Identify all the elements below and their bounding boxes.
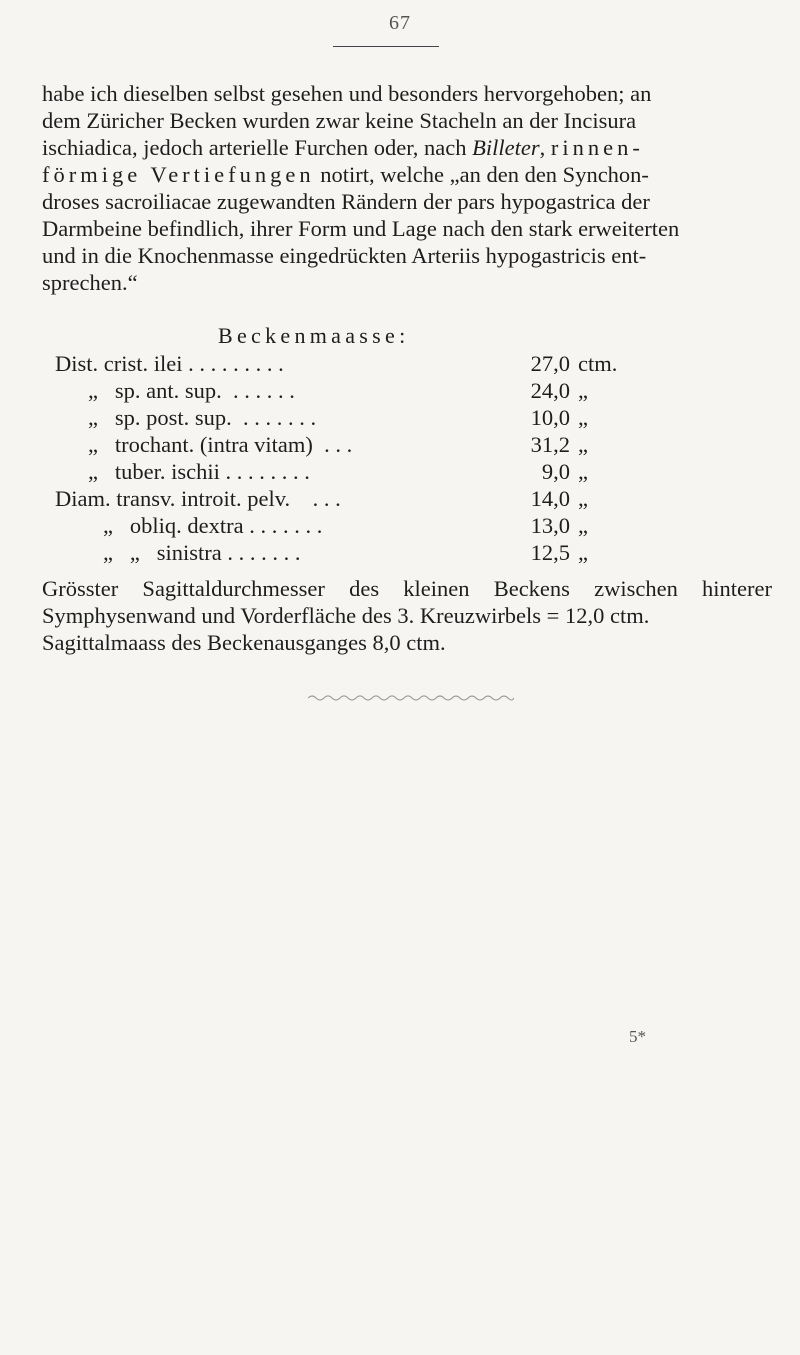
measurement-value: 13,0 (530, 513, 570, 538)
paragraph-line-8 (42, 269, 760, 296)
summary-line-2: Symphysenwand und Vorderfläche des 3. Kreuzwirbels = 12,0 ctm. (42, 603, 650, 628)
measurement-row (0, 540, 800, 567)
paragraph-line-3 (42, 134, 760, 161)
paragraph-text: dem Züricher Becken wurden zwar keine Stacheln an der Incisura (42, 108, 637, 133)
measurement-value: 9,0 (541, 459, 570, 484)
measurement-unit: „ (578, 405, 588, 430)
measurement-row (0, 351, 800, 378)
decorative-ornament-line (308, 692, 514, 702)
paragraph-text: ischiadica, jedoch arterielle Furchen oder, nach (42, 135, 473, 160)
paragraph-text: und in die Knochenmasse eingedrückten Arteriis hypogastricis ent- (42, 243, 647, 268)
paragraph-text: Darmbeine befindlich, ihrer Form und Lage nach den stark erweiterten (42, 216, 680, 241)
paragraph-text: sprechen.“ (42, 270, 138, 295)
measurement-value: 27,0 (530, 351, 570, 376)
measurement-unit: „ (578, 378, 588, 403)
body-paragraph (42, 80, 760, 296)
measurement-label: „ tuber. ischii . . . . . . . . (88, 459, 310, 484)
summary-line-3: Sagittalmaass des Beckenausganges 8,0 ctm. (42, 630, 446, 655)
measurement-unit: „ (578, 459, 588, 484)
measurement-row (0, 378, 800, 405)
paragraph-line-2 (42, 107, 760, 134)
paragraph-line-5 (42, 188, 760, 215)
measurement-unit: „ (578, 432, 588, 457)
paragraph-line-6 (42, 215, 760, 242)
measurement-label: „ sp. post. sup. . . . . . . . (88, 405, 317, 430)
measurement-unit: „ (578, 486, 588, 511)
measurement-value: 24,0 (530, 378, 570, 403)
measurement-row (0, 405, 800, 432)
paragraph-text: droses sacroiliacae zugewandten Rändern der pars hypogastrica der (42, 189, 650, 214)
measurement-row (0, 459, 800, 486)
summary-paragraph (42, 575, 772, 656)
measurement-label: „ „ sinistra . . . . . . . (103, 540, 301, 565)
measurement-unit: „ (578, 540, 588, 565)
paragraph-line-7 (42, 242, 760, 269)
measurement-label: „ sp. ant. sup. . . . . . . (88, 378, 295, 403)
measurement-label: Diam. transv. introit. pelv. . . . (55, 486, 341, 511)
paragraph-text: habe ich dieselben selbst gesehen und besonders hervorgehoben; an (42, 81, 652, 106)
measurement-value: 12,5 (530, 540, 570, 565)
signature-mark: 5* (629, 1027, 646, 1046)
paragraph-text: , (539, 135, 551, 160)
paragraph-text: notirt, welche „an den den Synchon- (314, 162, 649, 187)
measurement-row (0, 432, 800, 459)
measurement-value: 14,0 (530, 486, 570, 511)
measurement-label: Dist. crist. ilei . . . . . . . . . (55, 351, 284, 376)
header-rule (333, 46, 439, 47)
page-number: 67 (389, 12, 411, 34)
measurement-unit: „ (578, 513, 588, 538)
measurement-row (0, 486, 800, 513)
measurement-label: „ obliq. dextra . . . . . . . (103, 513, 323, 538)
emphasized-term: rinnen- (550, 135, 644, 160)
paragraph-line-4 (42, 161, 760, 188)
summary-line-1: Grösster Sagittaldurchmesser des kleinen Beckens zwischen hinterer (42, 576, 772, 601)
paragraph-line-1 (42, 80, 760, 107)
measurement-label: „ trochant. (intra vitam) . . . (88, 432, 353, 457)
measurement-row (0, 513, 800, 540)
measurements-heading: Beckenmaasse: (218, 323, 410, 348)
emphasized-term: förmige Vertiefungen (42, 162, 315, 187)
measurement-value: 31,2 (530, 432, 570, 457)
author-name-italic: Billeter (472, 135, 540, 160)
measurement-unit: ctm. (578, 351, 618, 376)
measurement-value: 10,0 (530, 405, 570, 430)
